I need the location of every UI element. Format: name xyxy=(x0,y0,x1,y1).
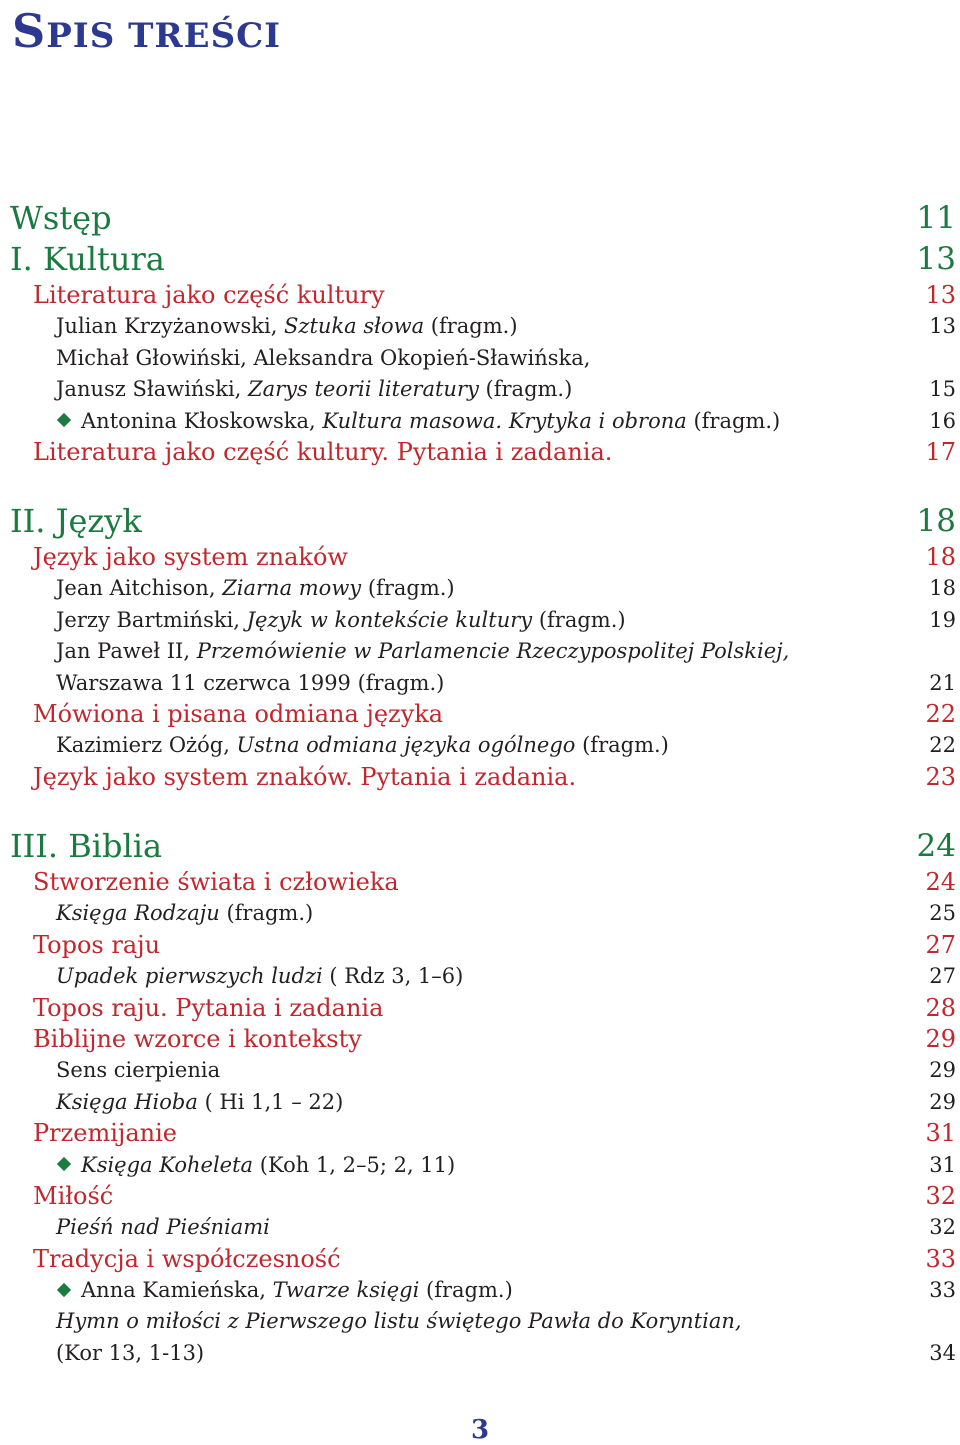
toc-entry-row xyxy=(0,573,960,604)
toc-entry-row xyxy=(0,605,960,636)
toc-entry-title xyxy=(56,406,780,437)
toc-page-number: 29 xyxy=(929,1089,956,1114)
toc-entry-text: Zarys teorii literatury xyxy=(248,377,479,402)
toc-entry-text: Kazimierz Ożóg, xyxy=(56,733,237,758)
toc-entry-text: Jean Aitchison, xyxy=(56,576,223,601)
toc-page-number: 32 xyxy=(929,1215,956,1240)
toc-entry-row xyxy=(0,1275,960,1306)
toc-entry-title xyxy=(56,573,455,604)
toc-entry-title xyxy=(56,636,789,667)
toc-entry-text: Hymn o miłości z Pierwszego listu świętego Pawła do Koryntian, xyxy=(56,1309,742,1334)
toc-page-number: 31 xyxy=(925,1119,956,1148)
toc-entry-title xyxy=(33,280,385,311)
toc-chapter-row xyxy=(0,280,960,311)
toc-entry-row xyxy=(0,668,960,699)
toc-entry-text: Ustna odmiana języka ogólnego xyxy=(236,733,576,758)
toc-page-number: 33 xyxy=(925,1244,956,1273)
toc-entry-title xyxy=(56,961,463,992)
toc-entry-text: Język w kontekście kultury xyxy=(246,607,533,632)
toc-entry-row xyxy=(0,961,960,992)
toc-entry-text: ( Hi 1,1 – 22) xyxy=(197,1089,344,1114)
toc-entry-title xyxy=(56,1275,513,1306)
toc-entry-text: Warszawa 11 czerwca 1999 (fragm.) xyxy=(56,670,445,695)
toc-entry-row xyxy=(0,311,960,342)
toc-entry-title xyxy=(56,1212,270,1243)
toc-entry-title xyxy=(10,239,165,280)
toc-entry-text: Język jako system znaków xyxy=(33,543,348,571)
toc-entry-text: Wstęp xyxy=(10,199,112,237)
toc-page-number: 27 xyxy=(929,964,956,989)
toc-page-number: 18 xyxy=(929,576,956,601)
toc-entry-text: Jerzy Bartmiński, xyxy=(56,607,247,632)
toc-page-number: 17 xyxy=(925,437,956,466)
toc-page-number: 23 xyxy=(925,762,956,791)
toc-entry-title xyxy=(33,1244,341,1275)
page-title xyxy=(12,4,281,58)
toc-entry-text: Przemówienie w Parlamencie Rzeczypospolitej Polskiej, xyxy=(196,639,790,664)
toc-entry-title xyxy=(56,730,669,761)
page-title-rest: PIS TREŚCI xyxy=(46,16,282,56)
toc-page-number: 29 xyxy=(925,1024,956,1053)
toc-chapter-row xyxy=(0,699,960,730)
toc-entry-title xyxy=(56,311,518,342)
toc-entry-text: Twarze księgi xyxy=(272,1278,420,1303)
toc-entry-row xyxy=(0,1055,960,1086)
toc-entry-row xyxy=(0,1212,960,1243)
toc-part-row xyxy=(0,501,960,542)
toc-page-number: 24 xyxy=(925,868,956,896)
toc-entry-title xyxy=(56,605,626,636)
toc-entry-text: Przemijanie xyxy=(33,1119,177,1148)
toc-chapter-row xyxy=(0,542,960,573)
toc-page-number: 28 xyxy=(925,993,956,1022)
toc-entry-text: II. Język xyxy=(10,502,142,540)
toc-part-row xyxy=(0,198,960,239)
toc-entry-title xyxy=(56,668,444,699)
toc-entry-text: Antonina Kłoskowska, xyxy=(81,408,323,433)
toc-entry-title xyxy=(56,1338,204,1369)
toc-page-number: 27 xyxy=(925,930,956,959)
toc-entry-title xyxy=(56,898,313,929)
toc-entry-row xyxy=(0,730,960,761)
toc-section-language xyxy=(0,501,960,793)
toc-entry-text: Księga Hioba xyxy=(56,1089,198,1114)
toc-entry-title xyxy=(10,826,162,867)
toc-entry-text: Julian Krzyżanowski, xyxy=(56,314,285,339)
toc-entry-text: Księga Koheleta xyxy=(81,1152,254,1177)
toc-page-number: 18 xyxy=(916,503,956,539)
toc-entry-text: (fragm.) xyxy=(532,607,626,632)
toc-entry-row xyxy=(0,898,960,929)
toc-entry-title xyxy=(56,374,572,405)
toc-entry-text: Stworzenie świata i człowieka xyxy=(33,868,399,896)
toc-page-number: 19 xyxy=(929,607,956,632)
toc-entry-text: I. Kultura xyxy=(10,240,165,278)
diamond-bullet-icon xyxy=(57,1283,71,1297)
toc-entry-title xyxy=(33,542,348,573)
toc-entry-text: (fragm.) xyxy=(686,408,781,433)
toc-page-number: 25 xyxy=(929,901,956,926)
toc-section-bible xyxy=(0,826,960,1369)
toc-entry-row xyxy=(0,374,960,405)
toc-page-number: 22 xyxy=(925,699,956,728)
toc-chapter-row xyxy=(0,1118,960,1149)
toc-part-row xyxy=(0,826,960,867)
toc-page-number: 33 xyxy=(929,1278,956,1303)
toc-page-number: 11 xyxy=(916,200,956,236)
toc-chapter-row xyxy=(0,993,960,1024)
toc-page-number: 29 xyxy=(929,1058,956,1083)
toc-page-number: 13 xyxy=(925,281,956,309)
toc-page-number: 18 xyxy=(925,543,956,571)
page-title-initial: S xyxy=(12,4,47,58)
toc-entry-row xyxy=(0,343,960,374)
toc-entry-row xyxy=(0,1306,960,1337)
toc-entry-text: (fragm.) xyxy=(361,576,455,601)
toc-entry-text: Janusz Sławiński, xyxy=(56,377,249,402)
toc-chapter-row xyxy=(0,1024,960,1055)
toc-chapter-row xyxy=(0,762,960,793)
toc-entry-title xyxy=(33,762,576,793)
toc-chapter-row xyxy=(0,1181,960,1212)
toc-part-row xyxy=(0,239,960,280)
toc-entry-text: Ziarna mowy xyxy=(222,576,362,601)
toc-entry-text: (fragm.) xyxy=(478,377,573,402)
toc-entry-text: (Kor 13, 1-13) xyxy=(56,1340,205,1365)
toc-entry-title xyxy=(56,343,590,374)
toc-entry-text: Michał Głowiński, Aleksandra Okopień-Sławińska, xyxy=(56,345,591,370)
toc-entry-title xyxy=(33,1181,113,1212)
diamond-bullet-icon xyxy=(57,413,71,427)
toc-page-number: 15 xyxy=(929,377,956,402)
toc-chapter-row xyxy=(0,437,960,468)
toc-entry-text: Sztuka słowa xyxy=(284,314,425,339)
toc-entry-row xyxy=(0,406,960,437)
toc-entry-text: Topos raju. Pytania i zadania xyxy=(33,993,384,1022)
toc-page-number: 21 xyxy=(929,670,956,695)
toc-entry-title xyxy=(10,501,142,542)
toc-entry-title xyxy=(33,867,399,898)
toc-entry-title xyxy=(33,699,443,730)
toc-entry-title xyxy=(33,437,612,468)
toc-chapter-row xyxy=(0,930,960,961)
toc-entry-title xyxy=(56,1087,343,1118)
toc-entry-text: ( Rdz 3, 1–6) xyxy=(322,964,464,989)
toc-entry-text: Sens cierpienia xyxy=(56,1058,221,1083)
toc-entry-text: (Koh 1, 2–5; 2, 11) xyxy=(253,1152,456,1177)
toc-entry-text: (fragm.) xyxy=(419,1278,513,1303)
toc-chapter-row xyxy=(0,1244,960,1275)
toc-entry-title xyxy=(33,1118,177,1149)
toc-entry-row xyxy=(0,1338,960,1369)
toc-entry-text: Jan Paweł II, xyxy=(56,639,197,664)
toc-page-number: 13 xyxy=(929,314,956,339)
toc-entry-text: (fragm.) xyxy=(219,901,314,926)
toc-entry-title xyxy=(56,1150,455,1181)
toc-page-number: 13 xyxy=(916,241,956,277)
toc-entry-text: Miłość xyxy=(33,1181,114,1210)
toc-entry-row xyxy=(0,1087,960,1118)
toc-entry-text: Mówiona i pisana odmiana języka xyxy=(33,699,444,728)
toc-entry-row xyxy=(0,1150,960,1181)
toc-entry-text: Język jako system znaków. Pytania i zadania. xyxy=(33,762,577,791)
toc-entry-text: Biblijne wzorce i konteksty xyxy=(33,1024,362,1053)
diamond-bullet-icon xyxy=(57,1157,71,1171)
toc-entry-text: (fragm.) xyxy=(424,314,518,339)
toc-entry-title xyxy=(56,1055,220,1086)
toc-entry-text: III. Biblia xyxy=(10,827,163,865)
toc-entry-text: Topos raju xyxy=(33,930,161,959)
toc-page-number: 31 xyxy=(929,1152,956,1177)
toc-entry-text: Literatura jako część kultury xyxy=(33,281,385,309)
toc-page-number: 22 xyxy=(929,733,956,758)
toc-entry-text: (fragm.) xyxy=(575,733,669,758)
toc-entry-text: Anna Kamieńska, xyxy=(81,1278,273,1303)
toc-entry-title xyxy=(10,198,112,239)
toc-entry-text: Tradycja i współczesność xyxy=(33,1244,341,1273)
toc-entry-text: Kultura masowa. Krytyka i obrona xyxy=(322,408,687,433)
toc-entry-text: Pieśń nad Pieśniami xyxy=(56,1215,270,1240)
toc-entry-title xyxy=(33,993,383,1024)
toc-page-number: 24 xyxy=(916,828,956,864)
toc-entry-text: Księga Rodzaju xyxy=(56,901,220,926)
toc-page-number: 34 xyxy=(929,1340,956,1365)
toc-entry-text: Pytania i zadania. xyxy=(396,437,613,466)
toc-entry-text: Literatura jako część kultury. xyxy=(33,437,397,466)
toc-page-number: 16 xyxy=(929,408,956,433)
toc-entry-text: Upadek pierwszych ludzi xyxy=(56,964,323,989)
toc-chapter-row xyxy=(0,867,960,898)
toc-entry-title xyxy=(56,1306,742,1337)
page-number: 3 xyxy=(470,1415,490,1445)
toc-section-intro-culture xyxy=(0,198,960,468)
toc-page-number: 32 xyxy=(925,1181,956,1210)
toc-entry-row xyxy=(0,636,960,667)
toc-entry-title xyxy=(33,1024,362,1055)
toc-entry-title xyxy=(33,930,160,961)
